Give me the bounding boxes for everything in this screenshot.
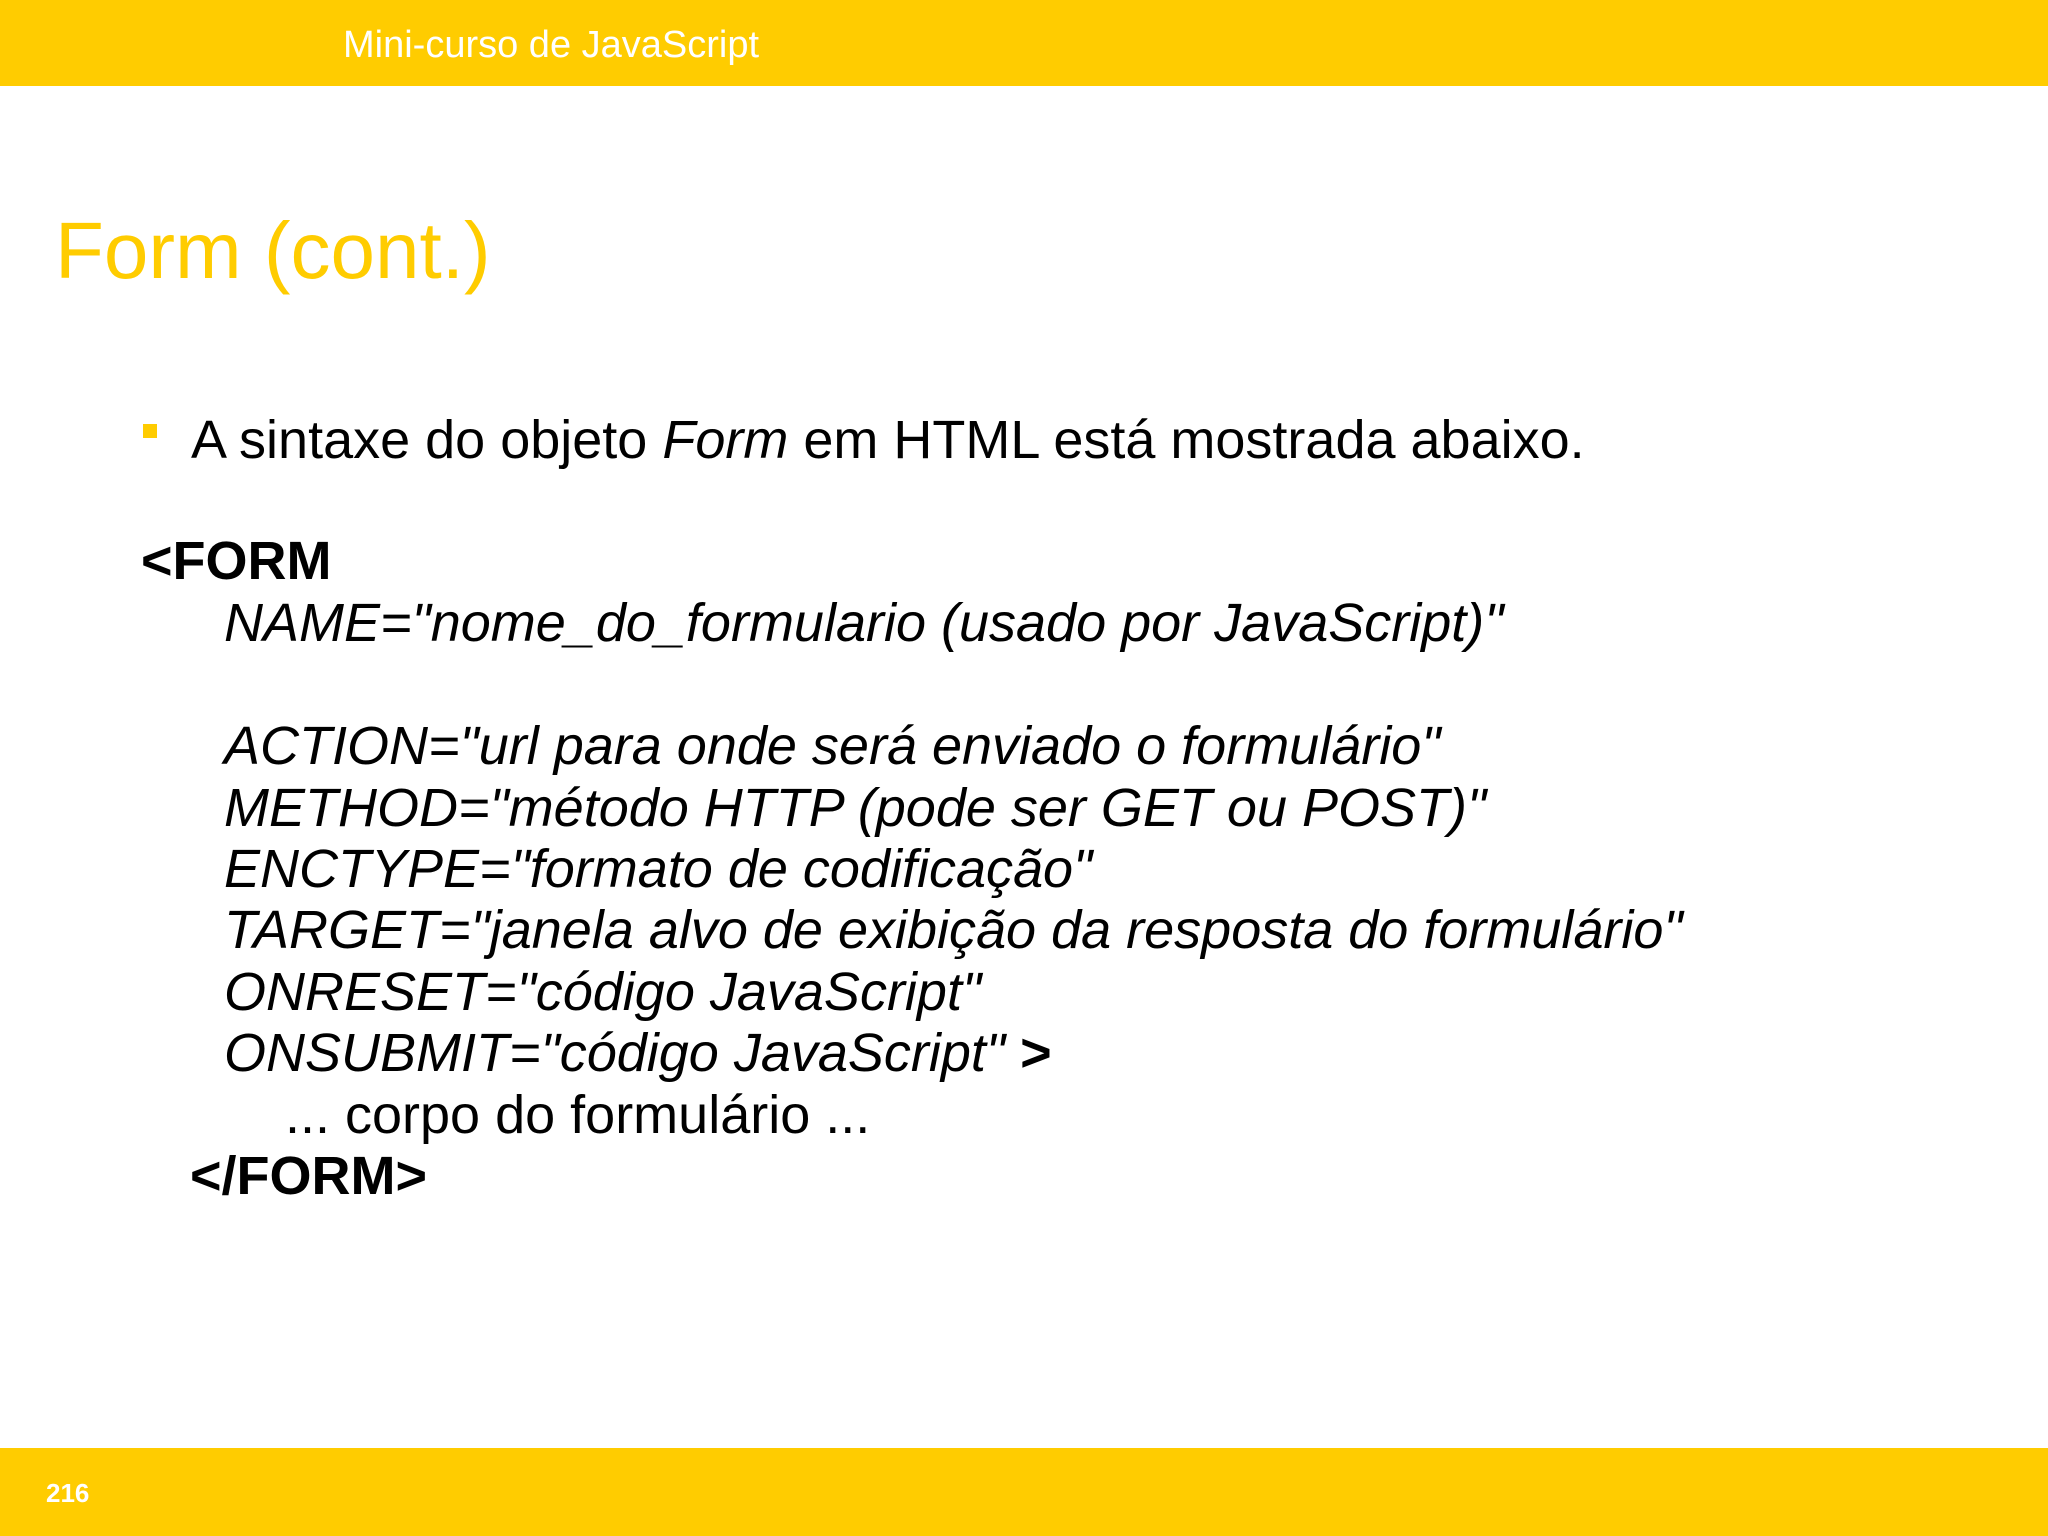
code-body-text: ... corpo do formulário ... xyxy=(285,1085,871,1145)
bullet-text xyxy=(191,408,1585,472)
code-target-attr: TARGET="janela alvo de exibição da resposta do formulário" xyxy=(224,900,1683,960)
code-action-attr: ACTION="url para onde será enviado o formulário" xyxy=(224,716,1441,776)
code-onreset-attr: ONRESET="código JavaScript" xyxy=(224,962,982,1022)
code-method-attr: METHOD="método HTTP (pode ser GET ou POST)" xyxy=(224,778,1487,838)
course-title: Mini-curso de JavaScript xyxy=(343,24,760,66)
code-enctype-attr: ENCTYPE="formato de codificação" xyxy=(224,839,1093,899)
footer-bar xyxy=(0,1448,2048,1536)
page-number: 216 xyxy=(46,1478,90,1508)
code-close-tag: </FORM> xyxy=(190,1146,428,1206)
code-open-tag: <FORM xyxy=(141,531,332,591)
code-onsubmit-line xyxy=(224,1022,1052,1084)
code-name-attr: NAME="nome_do_formulario (usado por JavaScript)" xyxy=(224,593,1504,653)
slide-title: Form (cont.) xyxy=(55,206,491,295)
bullet-text-after: em HTML está mostrada abaixo. xyxy=(788,410,1585,470)
bullet-text-emphasis: Form xyxy=(662,410,789,470)
header-bar xyxy=(0,0,2048,86)
bullet-square-icon xyxy=(143,424,157,438)
code-onsubmit-attr: ONSUBMIT="código JavaScript" xyxy=(224,1023,1006,1083)
code-close-bracket: > xyxy=(1005,1023,1052,1083)
bullet-text-before: A sintaxe do objeto xyxy=(191,410,663,470)
